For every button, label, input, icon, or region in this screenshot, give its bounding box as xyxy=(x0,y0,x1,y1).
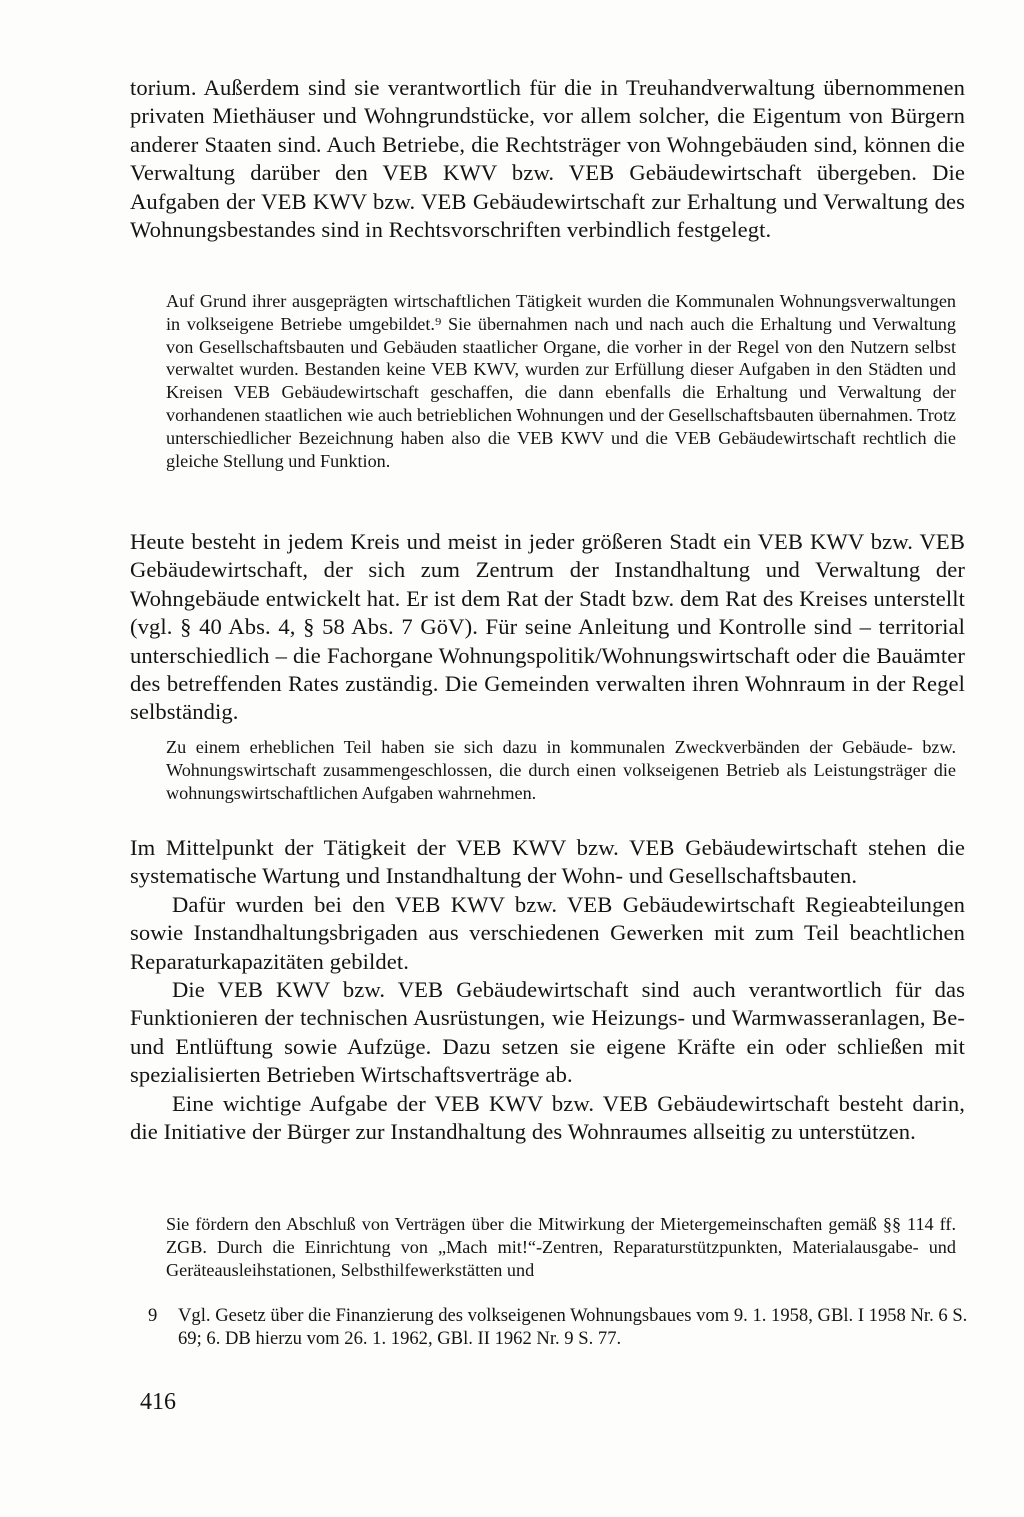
page-number: 416 xyxy=(140,1389,176,1415)
footnote-text: Vgl. Gesetz über die Finanzierung des volkseigenen Wohnungsbaues vom 9. 1. 1958, GBl. I 1958 Nr. 6 S. 69; 6. DB hierzu vom 26. 1. 1962, GBl. II 1962 Nr. 9 S. 77. xyxy=(178,1305,968,1349)
paragraph-veb-kwv-today xyxy=(130,528,965,727)
small-print-block-zweckverbaende: Zu einem erheblichen Teil haben sie sich dazu in kommunalen Zweckverbänden der Gebäude- bzw. Wohnungswirtschaft zusammengeschlossen, die durch einen volkseigenen Betrieb als Leistungsträger die wohnungswirtschaftlichen Aufgaben wahrnehmen. xyxy=(166,737,956,803)
paragraph-group-tasks xyxy=(130,834,965,1146)
small-print-block-mietergemeinschaften: Sie fördern den Abschluß von Verträgen über die Mitwirkung der Mietergemeinschaften gemäß §§ 114 ff. ZGB. Durch die Einrichtung von „Mach mit!“-Zentren, Reparaturstützpunkten, Materialausgabe- und Geräteausleihstationen, Selbsthilfewerkstätten und xyxy=(166,1214,956,1280)
paragraph-text: Heute besteht in jedem Kreis und meist in jeder größeren Stadt ein VEB KWV bzw. VEB Gebäudewirtschaft, der sich zum Zentrum der Instandhaltung und Verwaltung der Wohngebäude entwickelt hat. Er ist dem Rat der Stadt bzw. dem Rat des Kreises unterstellt (vgl. § 40 Abs. 4, § 58 Abs. 7 GöV). Für seine Anleitung und Kontrolle sind – territorial unterschiedlich – die Fachorgane Wohnungspolitik/Wohnungswirtschaft oder die Bauämter des betreffenden Rates zuständig. Die Gemeinden verwalten ihren Wohnraum in der Regel selbständig. xyxy=(130,529,965,725)
paragraph-text: Die VEB KWV bzw. VEB Gebäudewirtschaft sind auch verantwortlich für das Funktionieren der technischen Ausrüstungen, wie Heizungs- und Warmwasseranlagen, Be- und Entlüftung sowie Aufzüge. Dazu setzen sie eigene Kräfte ein oder schließen mit spezialisierten Betrieben Wirtschaftsverträge ab. xyxy=(130,977,965,1088)
paragraph-continued xyxy=(130,74,965,244)
paragraph-text: torium. Außerdem sind sie verantwortlich für die in Treuhandverwaltung übernommenen privaten Miethäuser und Wohngrundstücke, vor allem solcher, die Eigentum von Bürgern anderer Staaten sind. Auch Betriebe, die Rechtsträger von Wohngebäuden sind, können die Verwaltung darüber den VEB KWV bzw. VEB Gebäudewirtschaft übergeben. Die Aufgaben der VEB KWV bzw. VEB Gebäudewirtschaft zur Erhaltung und Verwaltung des Wohnungsbestandes sind in Rechtsvorschriften verbindlich festgelegt. xyxy=(130,75,965,243)
paragraph-text: Eine wichtige Aufgabe der VEB KWV bzw. VEB Gebäudewirtschaft besteht darin, die Initiative der Bürger zur Instandhaltung des Wohnraumes allseitig zu unterstützen. xyxy=(130,1090,965,1145)
small-print-block-kwv-history: Auf Grund ihrer ausgeprägten wirtschaftlichen Tätigkeit wurden die Kommunalen Wohnungsverwaltungen in volkseigene Betriebe umgebildet.⁹ Sie übernahmen nach und nach auch die Erhaltung und Verwaltung von Gesellschaftsbauten und Gebäuden staatlicher Organe, die vorher in der Regel von den Nutzern selbst verwaltet wurden. Bestanden keine VEB KWV, wurden zur Erfüllung dieser Aufgaben in den Städten und Kreisen VEB Gebäudewirtschaft geschaffen, die dann ebenfalls die Erhaltung und Verwaltung der vorhandenen staatlichen wie auch betrieblichen Wohnungen und der Gesellschaftsbauten übernahmen. Trotz unterschiedlicher Bezeichnung haben also die VEB KWV und die VEB Gebäudewirtschaft rechtlich die gleiche Stellung und Funktion. xyxy=(166,291,956,471)
footnote xyxy=(148,1304,968,1350)
paragraph-text: Im Mittelpunkt der Tätigkeit der VEB KWV bzw. VEB Gebäudewirtschaft stehen die systematische Wartung und Instandhaltung der Wohn- und Gesellschaftsbauten. xyxy=(130,835,965,889)
footnote-number: 9 xyxy=(148,1305,158,1326)
paragraph-text: Dafür wurden bei den VEB KWV bzw. VEB Gebäudewirtschaft Regieabteilungen sowie Instandhaltungsbrigaden aus verschiedenen Gewerken mit zum Teil beachtlichen Reparaturkapazitäten gebildet. xyxy=(130,891,965,974)
